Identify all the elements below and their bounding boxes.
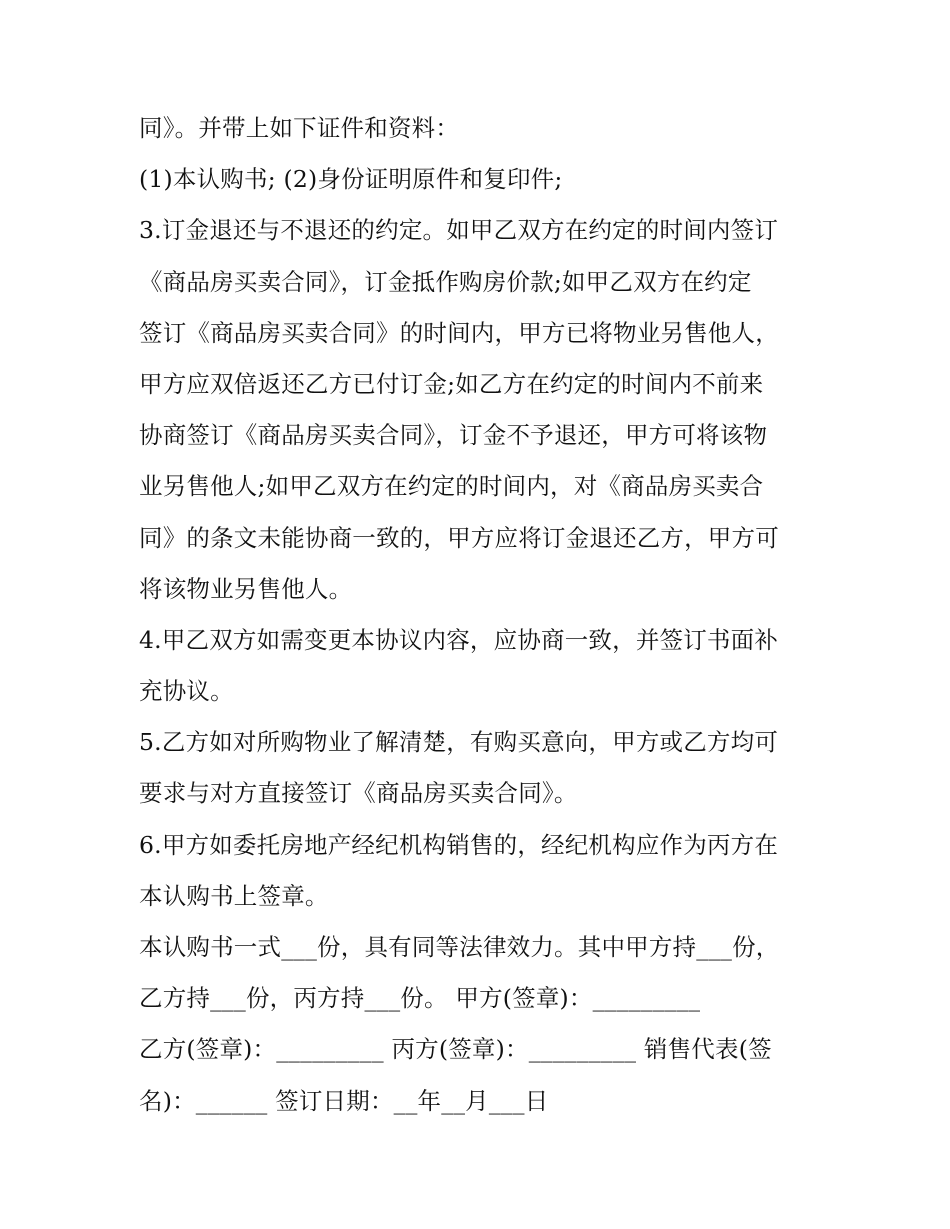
text-line: 充协议。 (139, 677, 234, 706)
text-line: 要求与对方直接签订《商品房买卖合同》。 (139, 779, 578, 808)
text-line: 乙方持___份，丙方持___份。 甲方(签章)：_________ (139, 984, 701, 1013)
text-line: 同》。并带上如下证件和资料： (139, 114, 460, 142)
text-line: 业另售他人;如甲乙双方在约定的时间内，对《商品房买卖合 (139, 472, 764, 501)
document-body (139, 103, 839, 1127)
text-line: 6.甲方如委托房地产经纪机构销售的，经纪机构应作为丙方在 (139, 830, 779, 859)
text-line: 4.甲乙双方如需变更本协议内容，应协商一致，并签订书面补 (139, 625, 779, 654)
text-line: 签订《商品房买卖合同》的时间内，甲方已将物业另售他人， (139, 318, 779, 347)
text-line: 名)：______ 签订日期：__年__月___日 (139, 1086, 549, 1115)
text-line: 本认购书一式___份，具有同等法律效力。其中甲方持___份， (139, 933, 780, 961)
text-line: 3.订金退还与不退还的约定。如甲乙双方在约定的时间内签订 (139, 216, 779, 245)
text-line: 5.乙方如对所购物业了解清楚，有购买意向，甲方或乙方均可 (139, 728, 779, 757)
text-line: 本认购书上签章。 (139, 881, 329, 910)
text-line: 乙方(签章)：_________ 丙方(签章)：_________ 销售代表(签 (139, 1035, 772, 1064)
text-line: 将该物业另售他人。 (139, 574, 353, 603)
text-line: (1)本认购书; (2)身份证明原件和复印件; (139, 165, 563, 194)
text-line: 甲方应双倍返还乙方已付订金;如乙方在约定的时间内不前来 (139, 369, 764, 398)
text-line: 协商签订《商品房买卖合同》，订金不予退还，甲方可将该物 (139, 421, 768, 450)
text-line: 同》的条文未能协商一致的，甲方应将订金退还乙方，甲方可 (139, 523, 779, 552)
text-line: 《商品房买卖合同》，订金抵作购房价款;如甲乙双方在约定 (139, 267, 752, 296)
